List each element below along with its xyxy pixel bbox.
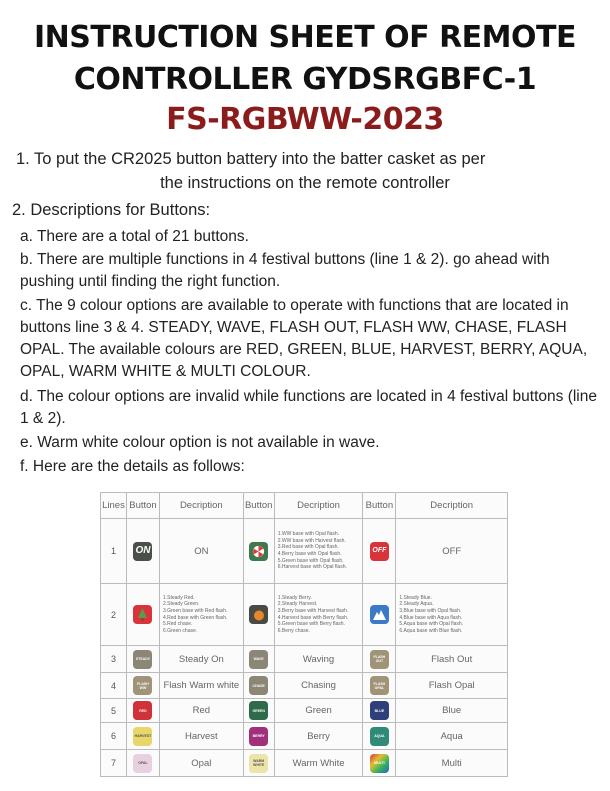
description: ON [159, 519, 243, 584]
description: Multi [396, 750, 508, 777]
berry-button-icon: BERRY [249, 727, 268, 746]
description: Waving [274, 646, 363, 673]
mode-item: 4.Blue base with Aqua flash. [399, 614, 463, 621]
mode-item: 1.Steady Berry. [277, 594, 312, 601]
note-e: e. Warm white colour option is not available in wave. [20, 434, 380, 451]
mode-item: 5.Red chase. [162, 621, 193, 628]
description: Berry [274, 723, 363, 750]
mode-item: 3.Berry base with Harvest flash. [277, 607, 349, 614]
mode-item: 2.Steady Harvest. [277, 601, 318, 608]
chase-button-icon: CHASE [249, 676, 268, 695]
title-line-1: INSTRUCTION SHEET OF REMOTE [34, 20, 576, 55]
description: Flash Opal [396, 673, 508, 699]
description: Opal [159, 750, 243, 777]
line-number: 2 [101, 584, 127, 646]
wave-button-icon: WAVE [249, 650, 268, 669]
description: Green [274, 699, 363, 723]
table-header [101, 493, 508, 519]
mode-item: 6.Green chase. [162, 627, 198, 634]
festival-modes-list [274, 519, 363, 584]
line-number: 7 [101, 750, 127, 777]
header-button: Button [363, 493, 396, 519]
mode-item: 1.Steady Blue. [399, 594, 432, 601]
table-row [101, 750, 508, 777]
note-f: f. Here are the details as follows: [20, 458, 245, 475]
description: Blue [396, 699, 508, 723]
flash-ww-button-icon: FLASH WW [133, 676, 152, 695]
table-row [101, 699, 508, 723]
mode-item: 4.Red base with Green flash. [162, 614, 228, 621]
pumpkin-icon [249, 605, 268, 624]
step-2: 2. Descriptions for Buttons: [12, 201, 211, 219]
mode-item: 6.Berry chase. [277, 627, 310, 634]
mode-item: 6.Harvest base with Opal flash. [277, 564, 347, 571]
note-d: d. The colour options are invalid while functions are located in 4 festival buttons (line 1 & 2). [20, 388, 597, 427]
line-number: 4 [101, 673, 127, 699]
mode-item: 2.Steady Aqua. [399, 601, 434, 608]
on-button-icon: ON [133, 542, 152, 561]
line-number: 5 [101, 699, 127, 723]
mode-item: 5.Green base with Opal flash. [277, 557, 344, 564]
mode-item: 2.WW base with Harvest flash. [277, 537, 346, 544]
harvest-button-icon: HARVEST [133, 727, 152, 746]
header-button: Button [126, 493, 159, 519]
steady-button-icon: STEADY [133, 650, 152, 669]
aqua-button-icon: AQUA [370, 727, 389, 746]
table-row [101, 584, 508, 646]
festival-modes-list [159, 584, 243, 646]
model-number: FS-RGBWW-2023 [166, 102, 444, 137]
step-1: 1. To put the CR2025 button battery into the batter casket as per [16, 150, 486, 168]
blue-button-icon: BLUE [370, 701, 389, 720]
step-1-cont: the instructions on the remote controller [160, 174, 450, 192]
description: Chasing [274, 673, 363, 699]
mode-item: 3.Green base with Red flash. [162, 607, 228, 614]
mode-item: 1.Steady Red. [162, 594, 195, 601]
header-lines: Lines [101, 493, 127, 519]
table-row [101, 646, 508, 673]
mode-item: 4.Berry base with Opal flash. [277, 551, 342, 557]
note-a: a. There are a total of 21 buttons. [20, 228, 249, 245]
note-c: c. The 9 colour options are available to operate with functions that are located in buttons line 3 & 4. STEADY, WAVE, FLASH OUT, FLASH WW, CHASE, FLASH OPAL. The available colours are RED, GREEN, BLUE, HARVEST, BERRY, AQUA, OPAL, WARM WHITE & MULTI COLOUR. [20, 297, 588, 380]
red-button-icon: RED [133, 701, 152, 720]
mode-item: 4.Harvest base with Berry flash. [277, 614, 349, 621]
mode-item: 3.Red base with Opal flash. [277, 544, 339, 551]
table-row [101, 673, 508, 699]
description: Flash Out [396, 646, 508, 673]
multi-button-icon: MULTI [370, 754, 389, 773]
green-button-icon: GREEN [249, 701, 268, 720]
header-description: Decription [274, 493, 363, 519]
description: Aqua [396, 723, 508, 750]
christmas-tree-icon [133, 605, 152, 624]
line-number: 3 [101, 646, 127, 673]
title-line-2: CONTROLLER GYDSRGBFC-1 [73, 62, 537, 97]
warm-white-button-icon: WARM WHITE [249, 754, 268, 773]
header-button: Button [243, 493, 274, 519]
description: Harvest [159, 723, 243, 750]
table-row [101, 723, 508, 750]
description: OFF [396, 519, 508, 584]
mode-item: 2.Steady Green. [162, 601, 200, 608]
line-number: 1 [101, 519, 127, 584]
mode-item: 1.WW base with Opal flash. [277, 531, 340, 538]
mode-item: 6.Aqua base with Blue flash. [399, 627, 463, 634]
festival-modes-list [396, 584, 508, 646]
header-description: Decription [159, 493, 243, 519]
mode-item: 5.Green base with Berry flash. [277, 621, 345, 628]
header-description: Decription [396, 493, 508, 519]
snow-mountain-icon [370, 605, 389, 624]
mode-item: 3.Blue base with Opal flash. [399, 607, 462, 614]
button-table [100, 492, 508, 777]
description: Flash Warm white [159, 673, 243, 699]
table-row [101, 519, 508, 584]
peppermint-candy-icon [249, 542, 268, 561]
description: Steady On [159, 646, 243, 673]
note-b: b. There are multiple functions in 4 festival buttons (line 1 & 2). go ahead with pushing until finding the right function. [20, 251, 550, 290]
flash-opal-button-icon: FLASH OPAL [370, 676, 389, 695]
description: Red [159, 699, 243, 723]
festival-modes-list [274, 584, 363, 646]
description: Warm White [274, 750, 363, 777]
line-number: 6 [101, 723, 127, 750]
off-button-icon: OFF [370, 542, 389, 561]
flash-out-button-icon: FLASH OUT [370, 650, 389, 669]
opal-button-icon: OPAL [133, 754, 152, 773]
mode-item: 5.Aqua base with Opal flash. [399, 621, 464, 628]
